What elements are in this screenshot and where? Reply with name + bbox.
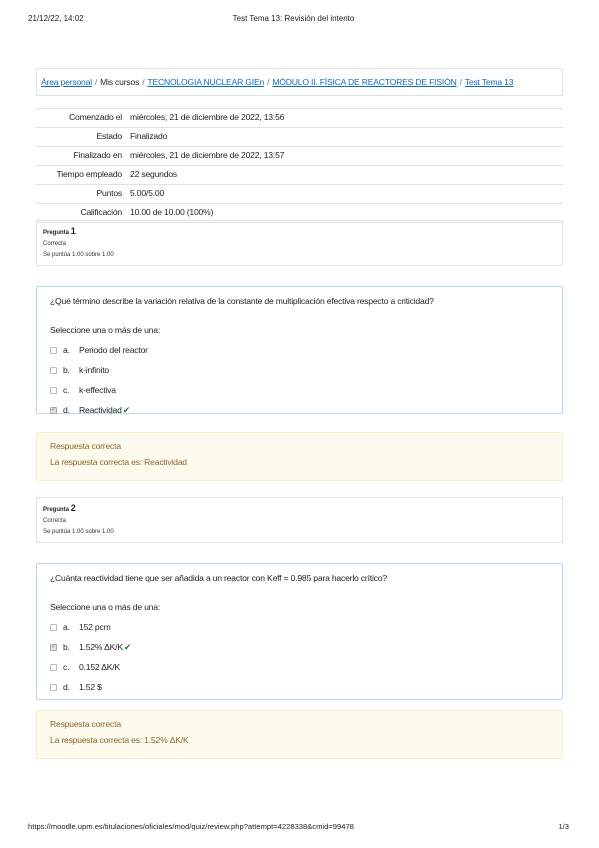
question-grade: Se puntúa 1.00 sobre 1.00	[43, 252, 114, 258]
summary-label: Tiempo empleado	[36, 166, 126, 185]
question-content-2	[36, 563, 563, 700]
checkbox[interactable]	[50, 367, 57, 374]
summary-label: Puntos	[36, 185, 126, 204]
summary-value: miércoles, 21 de diciembre de 2022, 13:57	[126, 147, 563, 166]
answer-prompt: Seleccione una o más de una:	[50, 602, 161, 612]
feedback-title: Respuesta correcta	[50, 441, 121, 451]
breadcrumb-separator: /	[94, 77, 98, 87]
answer-option-b[interactable]	[50, 360, 549, 380]
option-text: Reactividad	[79, 405, 122, 415]
option-text: 1.52 $	[79, 682, 102, 692]
option-letter: c.	[63, 662, 70, 672]
summary-label: Estado	[36, 128, 126, 147]
feedback-answer: La respuesta correcta es: 1.52% ΔK/K	[50, 735, 189, 745]
checkbox[interactable]	[50, 684, 57, 691]
correct-check-icon: ✔	[122, 404, 131, 415]
breadcrumb	[36, 68, 563, 96]
print-header	[28, 14, 559, 26]
feedback-title: Respuesta correcta	[50, 719, 121, 729]
answer-option-c[interactable]	[50, 657, 549, 677]
option-text: k-effectiva	[79, 385, 116, 395]
question-info-1	[36, 220, 563, 266]
print-footer	[28, 822, 569, 831]
question-text: ¿Cuánta reactividad tiene que ser añadida a un reactor con Keff = 0.985 para hacerlo crítico?	[50, 573, 387, 583]
question-grade: Se puntúa 1.00 sobre 1.00	[43, 529, 114, 535]
page-url: https://moodle.upm.es/titulaciones/oficiales/mod/quiz/review.php?attempt=4228338&cmid=99478	[28, 822, 354, 831]
summary-row	[36, 109, 563, 128]
breadcrumb-separator: /	[459, 77, 462, 87]
feedback-1	[36, 432, 563, 481]
option-letter: a.	[63, 345, 70, 355]
question-number: Pregunta 2	[43, 503, 76, 513]
answer-option-c[interactable]	[50, 380, 549, 400]
summary-value: Finalizado	[126, 128, 563, 147]
summary-label: Finalizado en	[36, 147, 126, 166]
correct-check-icon: ✔	[123, 641, 132, 652]
option-letter: b.	[63, 365, 70, 375]
summary-value: 5.00/5.00	[126, 185, 563, 204]
summary-label: Comenzado el	[36, 109, 126, 128]
checkbox[interactable]	[50, 664, 57, 671]
summary-row	[36, 166, 563, 185]
option-text: k-infinito	[79, 365, 109, 375]
question-number: Pregunta 1	[43, 226, 76, 236]
option-text: 0.152 ΔK/K	[79, 662, 121, 672]
print-date: 21/12/22, 14:02	[28, 14, 84, 23]
breadcrumb-module[interactable]: MÓDULO II. FÍSICA DE REACTORES DE FISIÓN	[272, 77, 457, 87]
breadcrumb-quiz[interactable]: Test Tema 13	[464, 77, 514, 87]
option-letter: d.	[63, 682, 70, 692]
option-letter: a.	[63, 622, 70, 632]
answer-option-a[interactable]	[50, 617, 549, 637]
question-state: Correcta	[43, 241, 67, 247]
print-title: Test Tema 13: Revisión del intento	[232, 14, 355, 23]
feedback-2	[36, 710, 563, 759]
option-text: Periodo del reactor	[79, 345, 148, 355]
breadcrumb-separator: /	[142, 77, 145, 87]
breadcrumb-mis-cursos: Mis cursos	[100, 77, 140, 87]
option-letter: b.	[63, 642, 70, 652]
checkbox[interactable]	[50, 387, 57, 394]
checkbox-checked[interactable]: ✓	[51, 406, 56, 413]
option-text: 1.52% ΔK/K	[79, 642, 123, 652]
attempt-summary-table	[36, 108, 563, 223]
page-number: 1/3	[558, 822, 569, 831]
answer-option-d[interactable]	[50, 677, 549, 697]
option-letter: d.	[63, 405, 70, 415]
summary-row	[36, 147, 563, 166]
checkbox-checked[interactable]: ✓	[51, 643, 56, 650]
summary-label: Calificación	[36, 204, 126, 223]
answer-option-b[interactable]	[50, 637, 549, 657]
answer-option-d[interactable]	[50, 400, 549, 420]
answer-prompt: Seleccione una o más de una:	[50, 325, 161, 335]
option-text: 152 pcm	[79, 622, 111, 632]
checkbox[interactable]	[50, 347, 57, 354]
question-state: Correcta	[43, 518, 67, 524]
question-text: ¿Qué término describe la variación relativa de la constante de multiplicación efectiva respecto a criticidad?	[50, 296, 434, 306]
summary-value: miércoles, 21 de diciembre de 2022, 13:56	[126, 109, 563, 128]
summary-row	[36, 185, 563, 204]
option-letter: c.	[63, 385, 70, 395]
question-content-1	[36, 286, 563, 414]
breadcrumb-course[interactable]: TECNOLOGIA NUCLEAR GIEn	[147, 77, 265, 87]
summary-row	[36, 128, 563, 147]
checkbox[interactable]	[50, 624, 57, 631]
summary-value: 22 segundos	[126, 166, 563, 185]
feedback-answer: La respuesta correcta es: Reactividad	[50, 457, 187, 467]
summary-value: 10.00 de 10.00 (100%)	[126, 204, 563, 223]
breadcrumb-area-personal[interactable]: Área personal	[41, 77, 92, 87]
question-info-2	[36, 497, 563, 543]
breadcrumb-separator: /	[267, 77, 270, 87]
answer-option-a[interactable]	[50, 340, 549, 360]
